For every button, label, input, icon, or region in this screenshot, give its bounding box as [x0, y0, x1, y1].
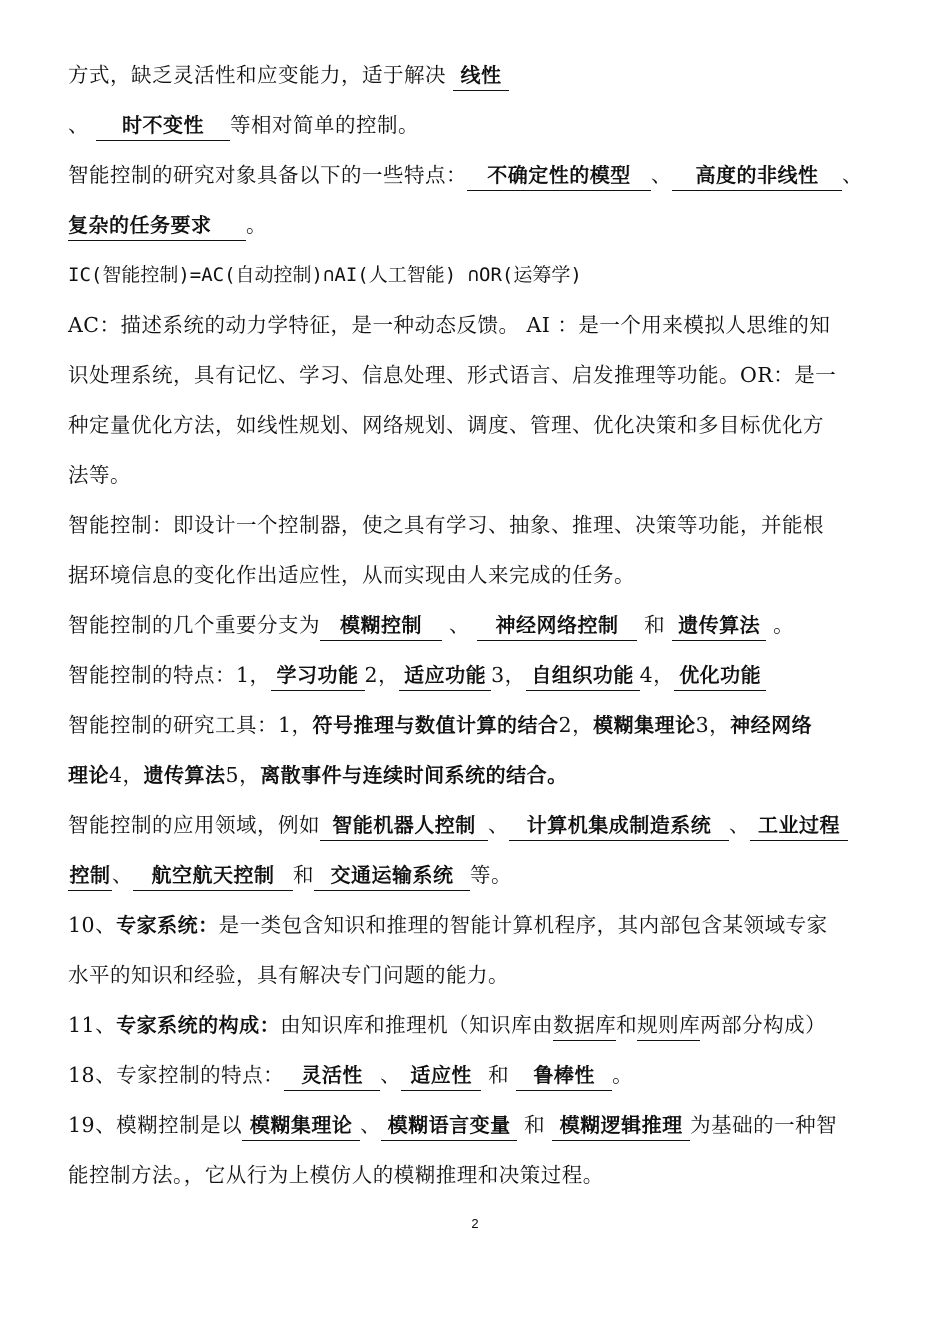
- blank-answer: 线性: [453, 60, 509, 91]
- formula-line: IC(智能控制)=AC(自动控制)∩AI(人工智能) ∩OR(运筹学): [68, 264, 582, 286]
- line-1: 方式，缺乏灵活性和应变能力，适于解决 线性: [68, 56, 888, 94]
- blank-answer: 适应功能: [399, 660, 491, 691]
- blank-answer: 遗传算法: [672, 610, 766, 641]
- line-4: 复杂的任务要求 。: [68, 206, 888, 244]
- blank-answer: 适应性: [401, 1060, 481, 1091]
- line-7: 识处理系统，具有记忆、学习、信息处理、形式语言、启发推理等功能。OR：是一: [68, 363, 837, 387]
- line-2: 、 时不变性 等相对简单的控制。: [68, 106, 888, 144]
- page-number: 2: [471, 1216, 479, 1231]
- blank-answer: 不确定性的模型: [467, 160, 651, 191]
- blank-answer: 工业过程: [750, 810, 848, 841]
- line-12: 智能控制的几个重要分支为 模糊控制 、 神经网络控制 和 遗传算法 。: [68, 606, 888, 644]
- blank-answer: 智能机器人控制: [320, 810, 488, 841]
- blank-answer: 航空航天控制: [133, 860, 293, 891]
- blank-answer: 模糊控制: [320, 610, 442, 641]
- blank-answer: 计算机集成制造系统: [509, 810, 729, 841]
- line-10: 智能控制：即设计一个控制器，使之具有学习、抽象、推理、决策等功能，并能根: [68, 513, 824, 537]
- blank-answer: 模糊逻辑推理: [552, 1110, 690, 1141]
- line-9: 法等。: [68, 463, 131, 487]
- line-3: 智能控制的研究对象具备以下的一些特点： 不确定性的模型 、 高度的非线性 、: [68, 156, 888, 194]
- line-21: 18、专家控制的特点： 灵活性 、 适应性 和 鲁棒性 。: [68, 1056, 888, 1094]
- line-19: 水平的知识和经验，具有解决专门问题的能力。: [68, 963, 509, 987]
- blank-answer: 自组织功能: [526, 660, 640, 691]
- blank-answer: 模糊语言变量: [381, 1110, 517, 1141]
- blank-answer: 学习功能: [271, 660, 365, 691]
- line-22: 19、模糊控制是以 模糊集理论 、 模糊语言变量 和 模糊逻辑推理 为基础的一种智: [68, 1106, 888, 1144]
- line-23: 能控制方法。，它从行为上模仿人的模糊推理和决策过程。: [68, 1163, 604, 1187]
- line-13: 智能控制的特点：1， 学习功能 2， 适应功能 3， 自组织功能 4， 优化功能: [68, 656, 888, 694]
- line-17: 控制、 航空航天控制 和 交通运输系统 等。: [68, 856, 888, 894]
- line-6: AC：描述系统的动力学特征，是一种动态反馈。 AI ：是一个用来模拟人思维的知: [68, 313, 831, 337]
- blank-answer: 复杂的任务要求: [68, 210, 246, 241]
- blank-answer: 时不变性: [96, 110, 230, 141]
- blank-answer: 鲁棒性: [516, 1060, 612, 1091]
- line-16: 智能控制的应用领域，例如 智能机器人控制 、 计算机集成制造系统 、 工业过程: [68, 806, 888, 844]
- line-18: 10、专家系统：是一类包含知识和推理的智能计算机程序，其内部包含某领域专家: [68, 913, 828, 937]
- blank-answer: 控制: [68, 860, 112, 891]
- line-8: 种定量优化方法，如线性规划、网络规划、调度、管理、优化决策和多目标优化方: [68, 413, 824, 437]
- line-11: 据环境信息的变化作出适应性，从而实现由人来完成的任务。: [68, 563, 635, 587]
- blank-answer: 神经网络控制: [477, 610, 637, 641]
- blank-answer: 优化功能: [674, 660, 766, 691]
- line-20: 11、专家系统的构成：由知识库和推理机（知识库由数据库和规则库两部分构成）: [68, 1006, 888, 1044]
- blank-answer: 模糊集理论: [242, 1110, 360, 1141]
- blank-answer: 灵活性: [284, 1060, 380, 1091]
- blank-answer: 交通运输系统: [314, 860, 470, 891]
- blank-answer: 高度的非线性: [672, 160, 842, 191]
- line-14: 智能控制的研究工具：1，符号推理与数值计算的结合2，模糊集理论3，神经网络: [68, 713, 813, 737]
- line-15: 理论4，遗传算法5，离散事件与连续时间系统的结合。: [68, 763, 568, 787]
